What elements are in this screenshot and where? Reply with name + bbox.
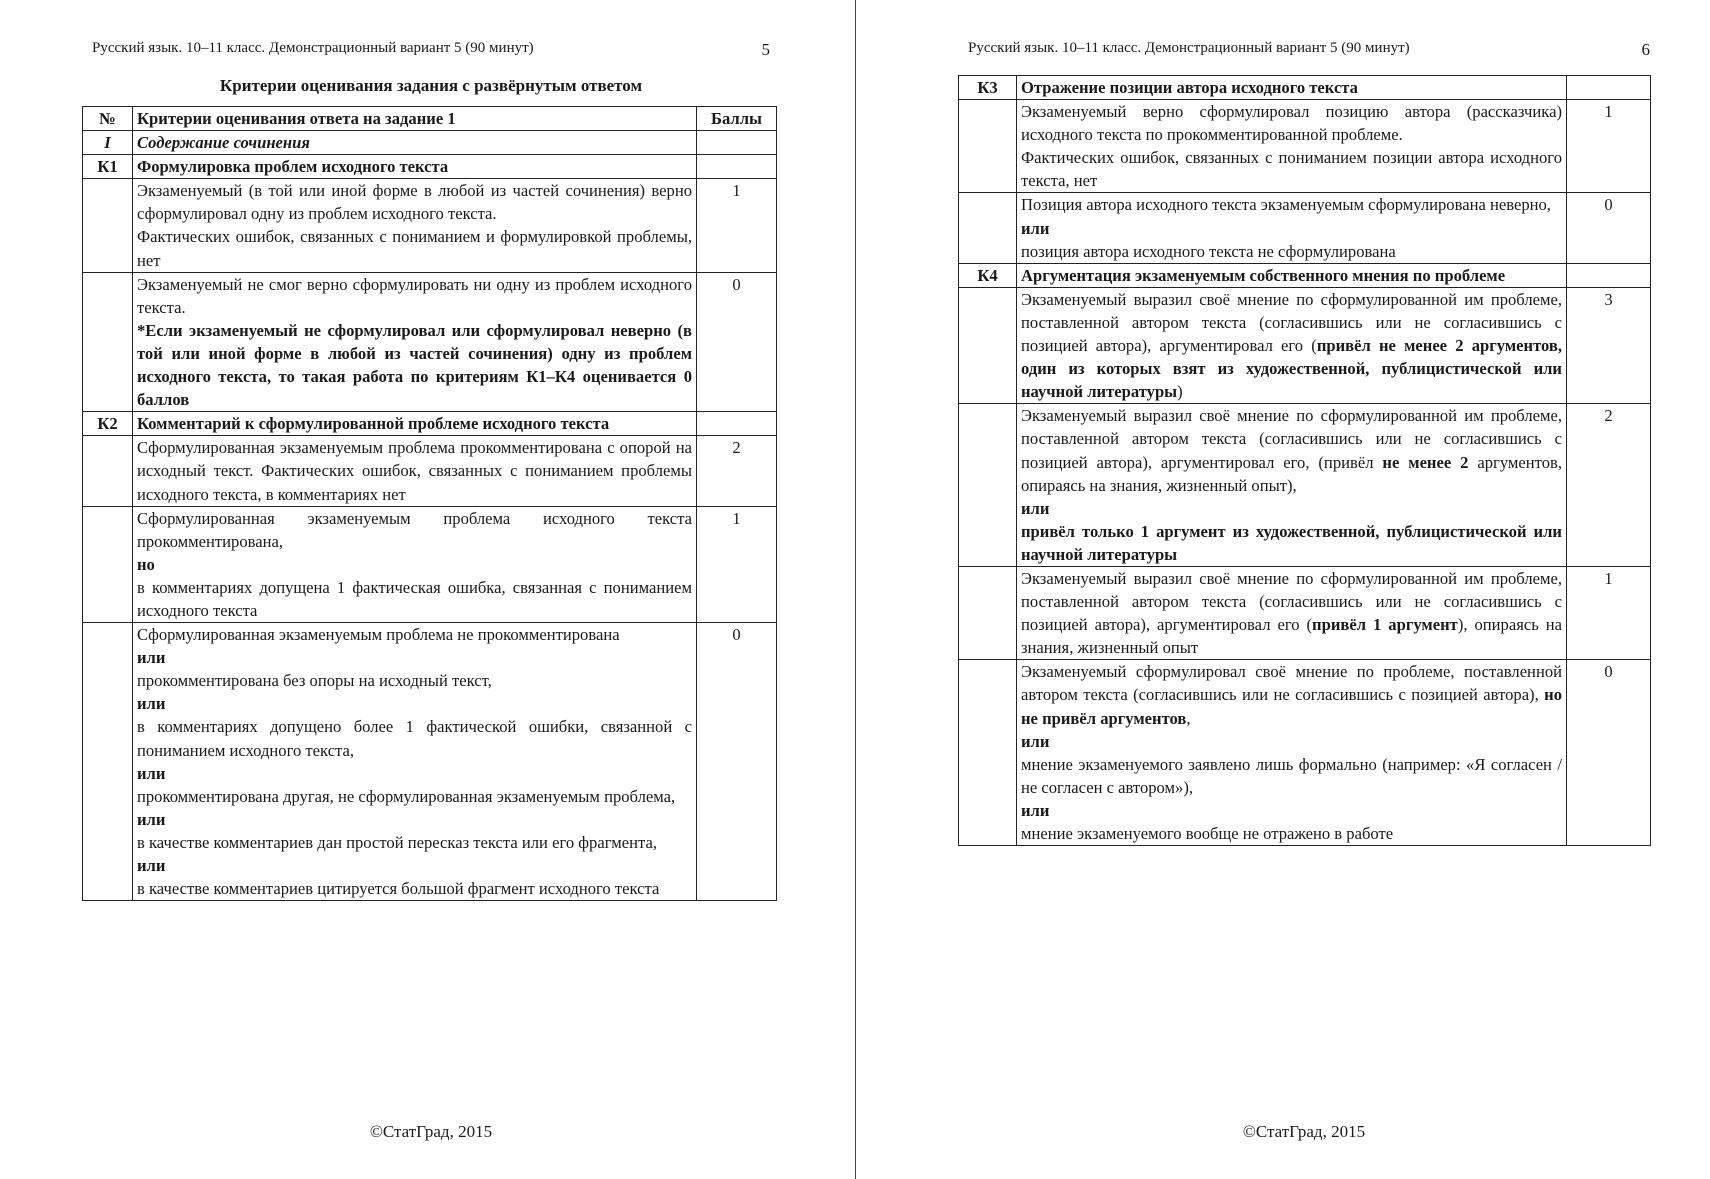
table-row [83,506,777,622]
table-row [959,660,1651,846]
criterion-description: Экзаменуемый не смог верно сформулировать ни одну из проблем исходного текста. *Если экзаменуемый не сформулировал или сформулировал неверно (в той или иной форме в любой из частей сочинения) одну из проблем исходного текста, то такая работа по критериям К1–К4 оценивается 0 баллов [133,272,697,412]
criterion-code: К4 [959,263,1017,287]
section-label: Содержание сочинения [133,131,697,155]
score-value: 0 [697,272,777,412]
table-row [83,179,777,272]
table-row [959,404,1651,567]
score-value: 1 [1567,566,1651,659]
score-value: 2 [697,436,777,506]
header-criteria: Критерии оценивания ответа на задание 1 [133,107,697,131]
table-row [959,566,1651,659]
criteria-table-k1-k2 [82,106,777,901]
criterion-description: Сформулированная экзаменуемым проблема не прокомментирована или прокомментирована без опоры на исходный текст, или в комментариях допущено более 1 фактической ошибки, связанной с пониманием исходного текста, или прокомментирована другая, не сформулированная экзаменуемым проблема, или в качестве комментариев дан простой пересказ текста или его фрагмента, или в качестве комментариев цитируется большой фрагмент исходного текста [133,623,697,901]
header-num: № [83,107,133,131]
criterion-row-k1 [83,155,777,179]
criteria-table-k3-k4 [958,75,1651,846]
score-value: 1 [697,506,777,622]
section-title: Критерии оценивания задания с развёрнутым ответом [219,76,643,95]
header-title: Русский язык. 10–11 класс. Демонстрационный вариант 5 (90 минут) [92,40,534,56]
section-row [83,131,777,155]
page-footer: ©СтатГрад, 2015 [369,1122,493,1141]
criterion-description: Сформулированная экзаменуемым проблема прокомментирована с опорой на исходный текст. Фактических ошибок, связанных с пониманием проблемы исходного текста, в комментариях нет [133,436,697,506]
section-num: I [83,131,133,155]
score-value: 0 [1567,660,1651,846]
score-value: 1 [1567,100,1651,193]
table-row [83,623,777,901]
left-page [82,0,780,1179]
criterion-description: Экзаменуемый выразил своё мнение по сформулированной им проблеме, поставленной автором текста (согласившись или не согласившись с позицией автора), аргументировал его, (привёл не менее 2 аргументов, опираясь на знания, жизненный опыт), или привёл только 1 аргумент из художественной, публицистической или научной литературы [1017,404,1567,567]
table-header-row [83,107,777,131]
criterion-title: Отражение позиции автора исходного текста [1017,76,1567,100]
table-row [83,272,777,412]
criterion-description: Позиция автора исходного текста экзаменуемым сформулирована неверно, или позиция автора исходного текста не сформулирована [1017,193,1567,263]
table-row [83,436,777,506]
criterion-row-k3 [959,76,1651,100]
table-row [959,193,1651,263]
criterion-description: Сформулированная экзаменуемым проблема исходного текста прокомментирована, но в комментариях допущена 1 фактическая ошибка, связанная с пониманием исходного текста [133,506,697,622]
criterion-description: Экзаменуемый верно сформулировал позицию автора (рассказчика) исходного текста по прокомментированной проблеме. Фактических ошибок, связанных с пониманием позиции автора исходного текста, нет [1017,100,1567,193]
header-title: Русский язык. 10–11 класс. Демонстрационный вариант 5 (90 минут) [968,40,1410,56]
table-row [959,287,1651,403]
criterion-row-k2 [83,412,777,436]
page-divider [855,0,856,1179]
score-value: 0 [1567,193,1651,263]
page-number: 6 [1641,40,1650,59]
score-value: 0 [697,623,777,901]
table-row [959,100,1651,193]
score-value: 3 [1567,287,1651,403]
score-value: 1 [697,179,777,272]
page-footer: ©СтатГрад, 2015 [1242,1122,1366,1141]
criterion-row-k4 [959,263,1651,287]
page-number: 5 [761,40,770,59]
criterion-description: Экзаменуемый (в той или иной форме в любой из частей сочинения) верно сформулировал одну из проблем исходного текста. Фактических ошибок, связанных с пониманием и формулировкой проблемы, нет [133,179,697,272]
criterion-description: Экзаменуемый выразил своё мнение по сформулированной им проблеме, поставленной автором текста (согласившись или не согласившись с позицией автора), аргументировал его (привёл 1 аргумент), опираясь на знания, жизненный опыт [1017,566,1567,659]
criterion-code: К3 [959,76,1017,100]
criterion-description: Экзаменуемый сформулировал своё мнение по проблеме, поставленной автором текста (согласившись или не согласившись с позицией автора), но не привёл аргументов, или мнение экзаменуемого заявлено лишь формально (например: «Я согласен / не согласен с автором»), или мнение экзаменуемого вообще не отражено в работе [1017,660,1567,846]
criterion-title: Формулировка проблем исходного текста [133,155,697,179]
right-page [958,0,1650,1179]
score-value: 2 [1567,404,1651,567]
criterion-title: Аргументация экзаменуемым собственного мнения по проблеме [1017,263,1567,287]
criterion-code: К2 [83,412,133,436]
criterion-title: Комментарий к сформулированной проблеме исходного текста [133,412,697,436]
criterion-code: К1 [83,155,133,179]
criterion-description: Экзаменуемый выразил своё мнение по сформулированной им проблеме, поставленной автором текста (согласившись или не согласившись с позицией автора), аргументировал его (привёл не менее 2 аргументов, один из которых взят из художественной, публицистической или научной литературы) [1017,287,1567,403]
header-score: Баллы [697,107,777,131]
note-text: *Если экзаменуемый не сформулировал или сформулировал неверно (в той или иной форме в любой из частей сочинения) одну из проблем исходного текста, то такая работа по критериям К1–К4 оценивается 0 баллов [137,320,692,410]
